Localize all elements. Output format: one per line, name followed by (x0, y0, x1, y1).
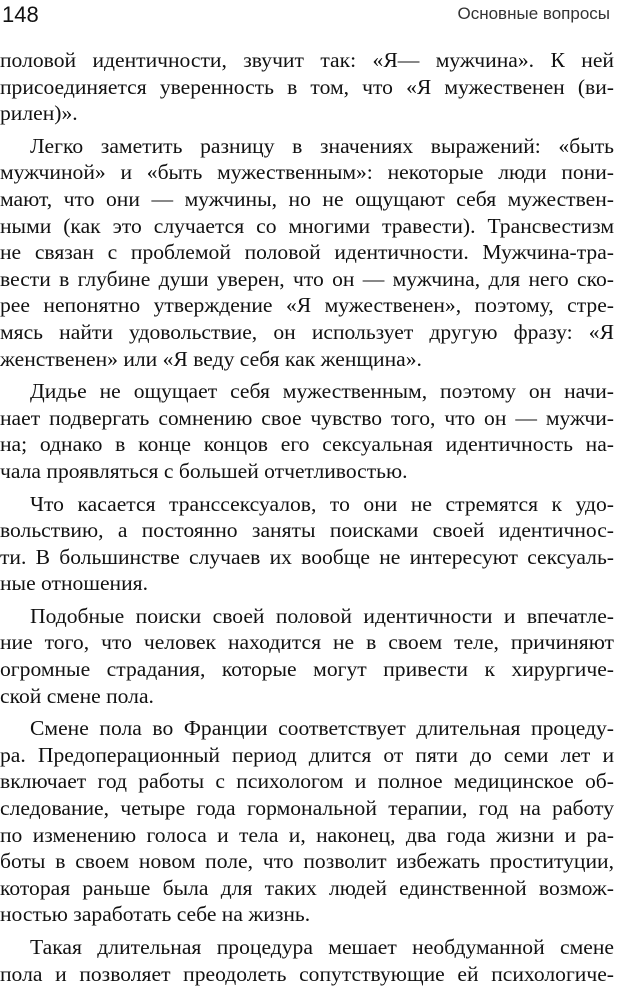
text-line: ностью заработать себе на жизнь. (0, 902, 311, 927)
paragraph (0, 47, 614, 127)
text-line: рее непонятно утверждение «Я мужественен», поэтому, стре- (0, 293, 614, 318)
text-line: включает год работы с психологом и полное медицинское об- (0, 769, 614, 794)
paragraph (0, 603, 614, 709)
text-line: не связан с проблемой половой идентичности. Мужчина-тра- (0, 240, 614, 265)
text-line: пола и позволяет преодолеть сопутствующие ей психологиче- (0, 961, 614, 986)
text-line: вольствию, а постоянно заняты поисками своей идентичнос- (0, 518, 614, 543)
text-line: которая раньше была для таких людей единственной возмож- (0, 875, 614, 900)
page-header (0, 0, 620, 32)
text-line: чала проявляться с большей отчетливостью. (0, 458, 408, 483)
text-line: ние того, что человек находится не в своем теле, причиняют (0, 630, 614, 655)
text-line: мают, что они — мужчины, но не ощущают себя мужествен- (0, 186, 614, 211)
text-line: ра. Предоперационный период длится от пяти до семи лет и (0, 742, 614, 767)
text-line: мясь найти удовольствие, он использует другую фразу: «Я (0, 319, 614, 344)
text-line: Что касается транссексуалов, то они не стремятся к удо- (30, 491, 614, 516)
text-line: мужчиной» и «быть мужественным»: некоторые люди пони- (0, 160, 614, 185)
paragraph (0, 934, 614, 987)
text-line: Дидье не ощущает себя мужественным, поэтому он начи- (30, 379, 614, 404)
text-line: следование, четыре года гормональной терапии, год на работу (0, 796, 614, 821)
text-line: ные отношения. (0, 571, 149, 596)
text-line: ными (как это случается со многими травести). Трансвестизм (0, 213, 614, 238)
text-line: Такая длительная процедура мешает необдуманной смене (30, 935, 614, 959)
text-line: нает подвергать сомнению свое чувство того, что он — мужчи- (0, 405, 614, 430)
text-line: боты в своем новом поле, что позволит избежать проституции, (0, 849, 614, 874)
page-number: 148 (2, 2, 39, 27)
body-text (0, 47, 614, 987)
text-line: половой идентичности, звучит так: «Я— мужчина». К ней (0, 48, 614, 72)
text-line: присоединяется уверенность в том, что «Я мужественен (ви- (0, 74, 614, 99)
text-line: Легко заметить разницу в значениях выражений: «быть (30, 133, 614, 158)
paragraph (0, 378, 614, 484)
paragraph (0, 715, 614, 928)
text-line: Подобные поиски своей половой идентичности и впечатле- (30, 603, 614, 628)
text-line: рилен)». (0, 101, 78, 126)
text-line: на; однако в конце концов его сексуальная идентичность на- (0, 432, 614, 457)
running-title: Основные вопросы (457, 4, 610, 23)
text-line: огромные страдания, которые могут привести к хирургиче- (0, 657, 614, 682)
text-line: женственен» или «Я веду себя как женщина». (0, 346, 422, 371)
text-line: Смене пола во Франции соответствует длительная процеду- (30, 716, 614, 741)
text-line: ти. В большинстве случаев их вообще не интересуют сексуаль- (0, 544, 614, 569)
paragraph (0, 491, 614, 597)
text-line: вести в глубине души уверен, что он — мужчина, для него ско- (0, 266, 614, 291)
text-line: по изменению голоса и тела и, наконец, два года жизни и ра- (0, 822, 614, 847)
paragraph (0, 133, 614, 372)
text-line: ской смене пола. (0, 683, 154, 708)
